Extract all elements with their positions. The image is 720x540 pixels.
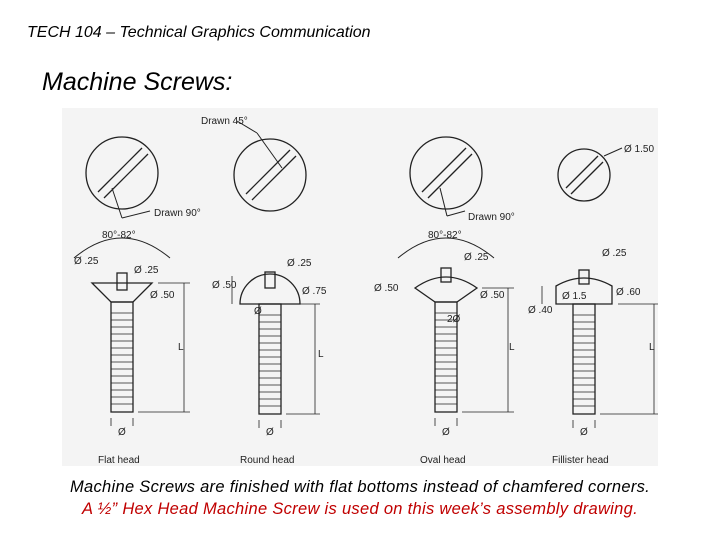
bottom-diameter-round: Ø: [266, 427, 274, 438]
fillister-diameter-label: Ø 1.50: [624, 144, 655, 155]
length-label-oval: L: [509, 342, 515, 353]
flat-slot-depth-label: Ø .25: [134, 265, 159, 276]
oval-head-label: Ø .50: [374, 283, 399, 294]
round-head-height-label: Ø .50: [212, 280, 237, 291]
fillister-t-label: Ø .40: [528, 305, 553, 316]
oval-2d-label: 2Ø: [447, 314, 461, 325]
round-diameter-label: Ø .75: [302, 286, 327, 297]
caption-line-1: Machine Screws are finished with flat bottoms instead of chamfered corners.: [69, 478, 651, 496]
drawn90-label-oval: Drawn 90°: [468, 212, 515, 223]
name-round-head: Round head: [240, 455, 295, 466]
oval-slot-label: Ø .25: [464, 252, 489, 263]
angle-label-flat: 80°-82°: [102, 230, 136, 241]
length-label-round: L: [318, 349, 324, 360]
course-title: TECH 104 – Technical Graphics Communication: [27, 24, 371, 41]
bottom-diameter-oval: Ø: [442, 427, 450, 438]
angle-label-oval: 80°-82°: [428, 230, 462, 241]
round-outer-label: Ø: [254, 306, 262, 317]
name-flat-head: Flat head: [98, 455, 140, 466]
name-oval-head: Oval head: [420, 455, 466, 466]
slide-title: Machine Screws:: [42, 68, 233, 96]
name-fillister-head: Fillister head: [552, 455, 609, 466]
length-label-flat: L: [178, 342, 184, 353]
bottom-diameter-flat: Ø: [118, 427, 126, 438]
length-label-fillister: L: [649, 342, 655, 353]
drawn45-label: Drawn 45°: [201, 116, 248, 127]
flat-slot-label: Ø .25: [74, 256, 99, 267]
caption-line-2: A ½” Hex Head Machine Screw is used on this week’s assembly drawing.: [82, 500, 638, 518]
fillister-slot-label: Ø .25: [602, 248, 627, 259]
fillister-d-label: Ø .60: [616, 287, 641, 298]
oval-diameter-label: Ø .50: [480, 290, 505, 301]
flat-diameter-label: Ø .50: [150, 290, 175, 301]
fillister-head-label: Ø 1.5: [562, 291, 587, 302]
drawn90-label-flat: Drawn 90°: [154, 208, 201, 219]
round-slot-label: Ø .25: [287, 258, 312, 269]
bottom-diameter-fillister: Ø: [580, 427, 588, 438]
machine-screw-drawing: [62, 108, 658, 466]
